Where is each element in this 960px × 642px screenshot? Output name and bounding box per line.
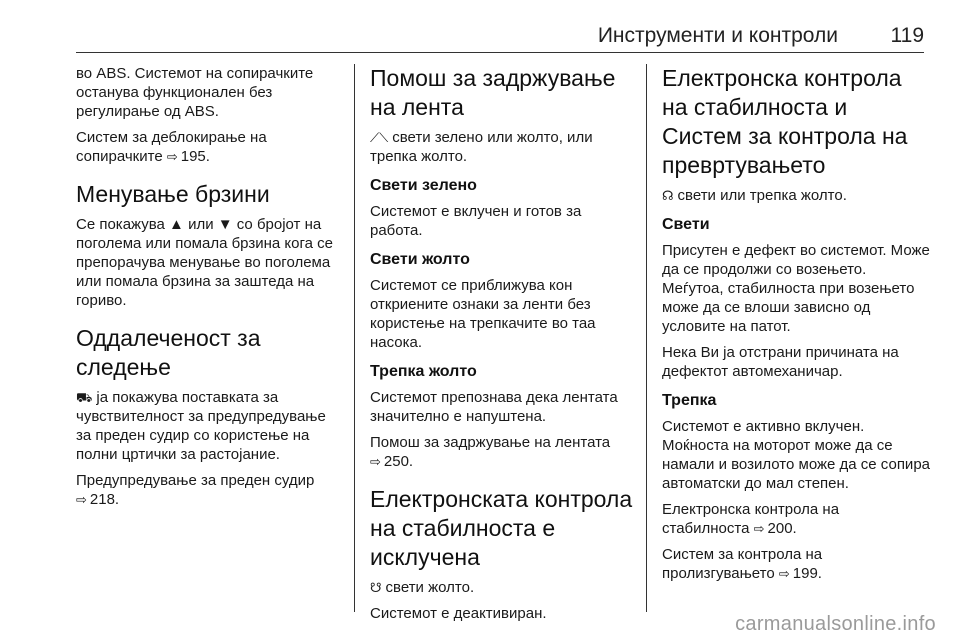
page-header <box>76 0 924 53</box>
paragraph: Системот препознава дека лентата значително е напуштена. <box>370 389 618 425</box>
reference-page[interactable]: 250. <box>383 453 414 470</box>
column-middle <box>370 64 635 630</box>
reference-text: Помош за задржување на лентата <box>370 434 611 451</box>
paragraph: Системот е деактивиран. <box>370 605 547 622</box>
column-right <box>662 64 930 590</box>
column-divider <box>354 64 355 612</box>
page-header-title: Инструменти и контроли <box>597 24 838 47</box>
section-heading-esc-tcs: Електронска контрола на стабилноста и Систем за контрола на превртувањето <box>662 65 908 178</box>
page-number: 119 <box>890 24 924 47</box>
reference-text: Предупредување за преден судир <box>76 472 315 489</box>
reference-text: Електронска контрола на стабилноста <box>662 501 840 537</box>
paragraph-text: свети или трепка жолто. <box>677 187 847 204</box>
reference-page[interactable]: 199. <box>792 565 822 582</box>
paragraph <box>370 578 635 597</box>
section-heading-esc-off: Електронската контрола на стабилноста е исклучена <box>370 486 633 570</box>
paragraph-text: свети жолто. <box>385 579 475 596</box>
paragraph: во ABS. Системот на сопирачките останува функционален без регулирање од ABS. <box>76 65 314 120</box>
paragraph <box>76 388 344 464</box>
paragraph-reference <box>76 471 344 509</box>
reference-text: Систем за контрола на пролизгувањето <box>662 546 823 582</box>
subheading-flashing: Трепка <box>662 392 717 409</box>
paragraph: Присутен е дефект во системот. Може да се продолжи со возењето. Меѓутоа, стабилноста при возењето може да се влоши зависно од условите на патот. <box>662 242 930 335</box>
paragraph <box>662 186 930 205</box>
paragraph-reference <box>370 433 635 471</box>
paragraph-text: ја покажува поставката за чувствителност за предупредување за преден судир со користење на полни цртички за растојание. <box>76 389 326 463</box>
subheading-flashing-yellow: Трепка жолто <box>370 363 477 380</box>
reference-page[interactable]: 218. <box>89 491 120 508</box>
paragraph-reference <box>76 128 344 166</box>
paragraph-reference <box>662 500 930 538</box>
page-ref-arrow-icon: ⇨ <box>76 492 87 507</box>
paragraph <box>370 128 635 166</box>
subheading-lit-yellow: Свети жолто <box>370 251 470 268</box>
page-ref-arrow-icon: ⇨ <box>166 149 178 164</box>
reference-page[interactable]: 195. <box>180 148 210 165</box>
page-ref-arrow-icon: ⇨ <box>778 566 790 581</box>
reference-text: Систем за деблокирање на сопирачките <box>76 129 267 165</box>
column-divider <box>646 64 647 612</box>
section-heading-lane-keep-assist: Помош за задржување на лента <box>370 65 616 120</box>
paragraph: Системот се приближува кон откриените ознаки за ленти без користење на трепкачите во таа насока. <box>370 277 596 351</box>
paragraph: Нека Ви ја отстрани причината на дефектот автомеханичар. <box>662 344 899 380</box>
section-heading-gear-shift: Менување брзини <box>76 181 270 207</box>
esc-icon: ☊ <box>662 188 674 203</box>
subheading-lit: Свети <box>662 216 710 233</box>
paragraph-reference <box>662 545 930 583</box>
paragraph-text: свети зелено или жолто, или трепка жолто. <box>370 129 593 165</box>
car-following-icon: ⛟ <box>76 390 93 405</box>
page-ref-arrow-icon: ⇨ <box>753 521 765 536</box>
paragraph: Системот е активно вклучен. Моќноста на моторот може да се намали и возилото може да се сопира автоматски до мал степен. <box>662 418 931 492</box>
subheading-lit-green: Свети зелено <box>370 177 477 194</box>
lane-assist-icon: ⟋⟍ <box>370 130 389 145</box>
esc-off-icon: ☋ <box>370 580 382 595</box>
column-left <box>76 64 344 516</box>
paragraph: Се покажува ▲ или ▼ со бројот на поголема или помала брзина кога се препорачува менување во поголема или помала брзина за заштеда на гориво. <box>76 216 333 309</box>
page-ref-arrow-icon: ⇨ <box>370 454 381 469</box>
paragraph: Системот е вклучен и готов за работа. <box>370 203 582 239</box>
watermark: carmanualsonline.info <box>735 613 936 635</box>
reference-page[interactable]: 200. <box>767 520 797 537</box>
section-heading-following-distance: Оддалеченост за следење <box>76 325 261 380</box>
